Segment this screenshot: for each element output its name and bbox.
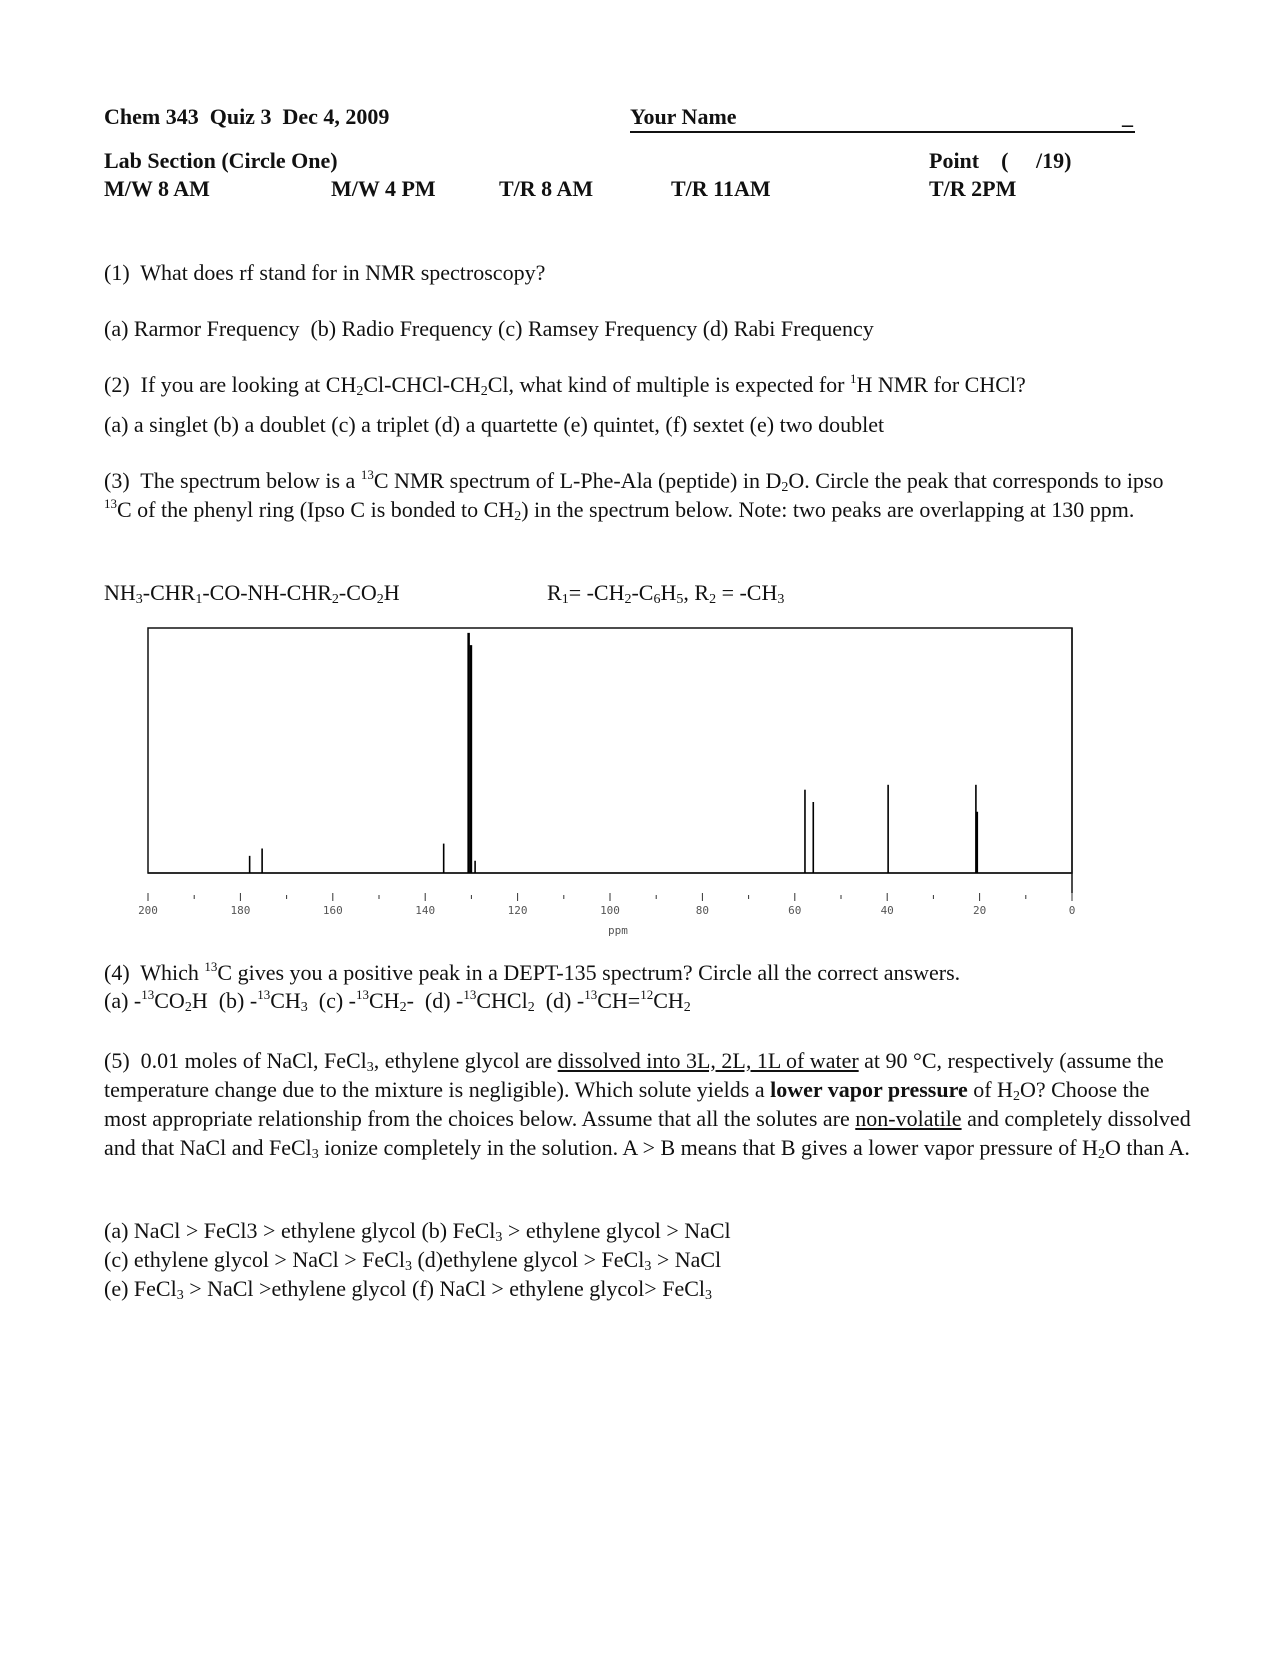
section-option[interactable]: M/W 4 PM: [331, 176, 436, 201]
question-1: (1) What does rf stand for in NMR spectroscopy?: [104, 260, 546, 285]
x-axis-tick-label: 100: [600, 904, 620, 917]
x-axis-tick-label: 120: [507, 904, 528, 917]
x-axis-tick-label: 80: [695, 904, 710, 917]
question-5: (5) 0.01 moles of NaCl, FeCl$_3$, ethylene glycol are dissolved into 3L, 2L, 1L of water at 90 °C, respectively (assume the temperature change due to the mixture is negligible). Which solute yields a lower vapor pressure of $H_2O$? Choose the most appropriate relationship from the choices below. Assume that all the solutes are non-volatile and completely dissolved and that NaCl and FeCl$_3$ ionize completely in the solution. A > B means that B gives a lower vapor pressure of $H_2O$ than A.: [104, 1048, 1191, 1162]
question-5-choices-line-1: (a) NaCl > FeCl3 > ethylene glycol (b) FeCl$_3$ > ethylene glycol > NaCl: [104, 1218, 731, 1245]
choice[interactable]: (c) Ramsey Frequency: [498, 316, 698, 341]
question-2: (2) If you are looking at $CH_2Cl-CHCl-CH_2Cl$, what kind of multiple is expected for $^1$H NMR for CHCl?: [104, 371, 1026, 399]
choice[interactable]: (d) $-^{13}CH=^{12}CH_2$: [545, 987, 691, 1015]
name-label: Your Name: [630, 104, 737, 129]
x-axis-tick-label: 0: [1068, 904, 1076, 917]
choice[interactable]: (d) -$^{13}$CHCl$_2$: [424, 987, 535, 1015]
section-option[interactable]: M/W 8 AM: [104, 176, 210, 201]
question-5-choices-line-2: (c) ethylene glycol > NaCl > FeCl$_3$ (d)ethylene glycol > FeCl$_3$ > NaCl: [104, 1247, 722, 1274]
choice[interactable]: (d) Rabi Frequency: [702, 316, 874, 341]
x-axis-label: ppm: [608, 924, 628, 937]
lab-section-label: Lab Section (Circle One): [104, 148, 338, 173]
choice[interactable]: (a) Rarmor Frequency: [104, 316, 300, 341]
x-axis-tick-label: 40: [880, 904, 894, 917]
name-field[interactable]: [630, 104, 1135, 133]
choice[interactable]: (a) $-^{13}CO_2H$: [104, 987, 208, 1015]
x-axis-tick-label: 20: [972, 904, 987, 917]
question-3: (3) The spectrum below is a $^{13}$C NMR spectrum of L-Phe-Ala (peptide) in $D_2O$. Circle the peak that corresponds to ipso $^{13}$C of the phenyl ring (Ipso C is bonded to $CH_2$) in the spectrum below. Note: two peaks are overlapping at 130 ppm.: [104, 467, 1164, 524]
r-group-definition: $R_1= -CH_2-C_6H_5$, $R_2 = -CH_3$: [547, 580, 785, 607]
section-option[interactable]: T/R 8 AM: [499, 176, 594, 201]
question-5-choices-line-3: (e) FeCl$_3$ > NaCl >ethylene glycol (f) NaCl > ethylene glycol> FeCl$_3$: [104, 1276, 712, 1303]
choice[interactable]: (b) $-^{13}CH_3$: [218, 987, 308, 1015]
x-axis-tick-label: 140: [415, 904, 436, 917]
question-2-choices: (a) a singlet (b) a doublet (c) a triplet (d) a quartette (e) quintet, (f) sextet (e) two doublet: [104, 412, 885, 437]
question-4-choices: [104, 988, 691, 1014]
question-4: (4) Which $^{13}$C gives you a positive peak in a DEPT-135 spectrum? Circle all the correct answers.: [104, 959, 961, 985]
point-box: Point ( /19): [929, 148, 1072, 173]
x-axis-tick-label: 200: [138, 904, 158, 917]
section-option[interactable]: T/R 11AM: [671, 176, 771, 201]
quiz-title: Chem 343 Quiz 3 Dec 4, 2009: [104, 104, 390, 129]
x-axis-tick-label: 60: [788, 904, 802, 917]
question-1-choices: [104, 316, 874, 342]
choice[interactable]: (b) Radio Frequency: [310, 316, 493, 341]
choice[interactable]: (c) $-^{13}CH_2-$: [318, 987, 414, 1015]
name-trailing: _: [1122, 104, 1133, 129]
x-axis-tick-label: 160: [322, 904, 343, 917]
x-axis-tick-label: 180: [230, 904, 251, 917]
peptide-formula: $NH_3-CHR_1-CO-NH-CHR_2-CO_2H$: [104, 580, 400, 607]
section-option[interactable]: T/R 2PM: [929, 176, 1017, 201]
spectrum-frame: [148, 628, 1072, 873]
